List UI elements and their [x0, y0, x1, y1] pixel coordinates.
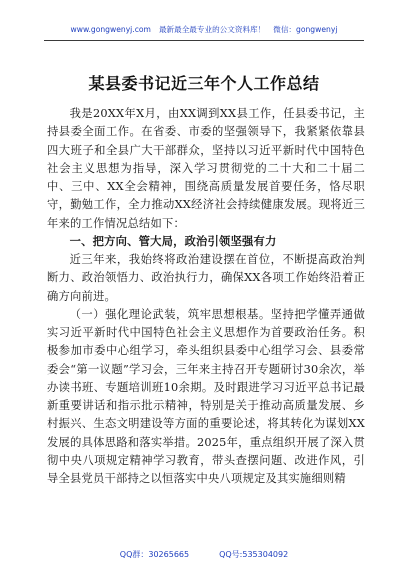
header-wechat: 微信：gongwenyj: [273, 25, 338, 34]
document-body: [47, 105, 365, 488]
page-header: [0, 24, 408, 35]
page-footer: [0, 549, 408, 560]
subsection-paragraph: （一）强化理论武装，筑牢思想根基。坚持把学懂弄通做实习近平新时代中国特色社会主义思想作为首要政治任务。积极参加市委中心组学习，牵头组织县委中心组学习会、县委常委会“第一议题”学习会，三年来主持召开专题研讨30余次，举办读书班、专题培训班10余期。及时跟进学习习近平总书记最新重要讲话和指示批示精神，特别是关于推动高质量发展、乡村振兴、生态文明建设等方面的重要论述，将其转化为谋划XX发展的具体思路和落实举措。2025年，重点组织开展了深入贯彻中央八项规定精神学习教育，带头查摆问题、改进作风，引导全县党员干部持之以恒落实中央八项规定及其实施细则精: [47, 307, 365, 485]
header-site-url[interactable]: www.gongwenyj.com: [70, 25, 151, 34]
header-slogan: 最新最全最专业的公文资料库！: [158, 25, 266, 34]
header-divider: [44, 40, 364, 41]
document-title: 某县委书记近三年个人工作总结: [88, 74, 320, 93]
section-heading: 一、把方向、管大局，政治引领坚强有力: [69, 234, 277, 248]
intro-paragraph: 我是20XX年X月，由XX调到XX县工作，任县委书记，主持县委全面工作。在省委、市委的坚强领导下，我紧紧依靠县四大班子和全县广大干部群众，坚持以习近平新时代中国特色社会主义思想为指导，深入学习贯彻党的二十大和二十届二中、三中、XX全会精神，围绕高质量发展首要任务，恪尽职守，勤勉工作，全力推动XX经济社会持续健康发展。现将近三年来的工作情况总结如下：: [47, 107, 365, 230]
section-intro-paragraph: 近三年来，我始终将政治建设摆在首位，不断提高政治判断力、政治领悟力、政治执行力，确保XX各项工作始终沿着正确方向前进。: [47, 253, 365, 303]
footer-qq-group: QQ群：30265665: [119, 550, 190, 559]
footer-qq-number: QQ号:535304092: [219, 550, 289, 559]
